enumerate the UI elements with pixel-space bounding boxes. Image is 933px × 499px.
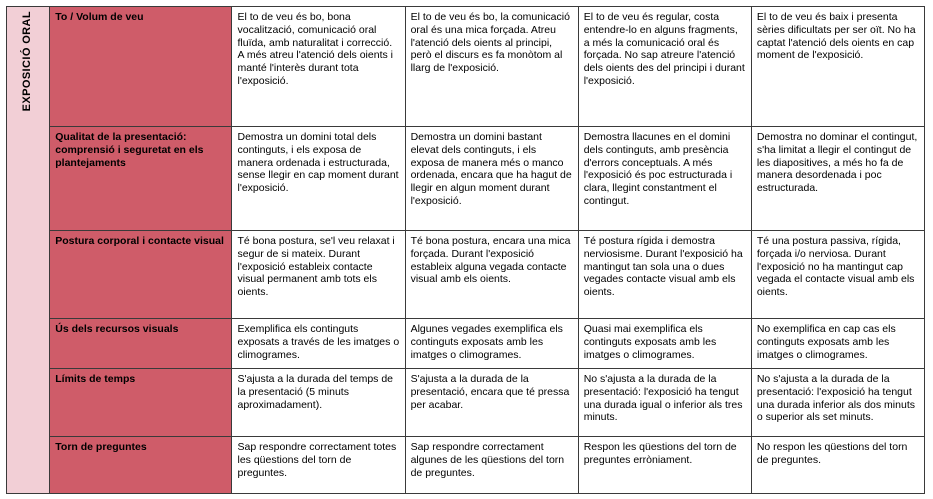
level-cell-1: Sap respondre correctament totes les qüestions del torn de preguntes.	[232, 437, 405, 494]
level-cell-3: Demostra llacunes en el domini dels continguts, amb presència d'errors conceptuals. A més l'exposició és poc estructurada i clara, llegint constantment el contingut.	[578, 127, 751, 231]
level-cell-2: El to de veu és bo, la comunicació oral és una mica forçada. Atreu l'atenció dels oients al principi, però el discurs es fa monòtom al llarg de l'exposició.	[405, 7, 578, 127]
table-row	[7, 127, 925, 231]
table-row	[7, 369, 925, 437]
level-cell-4: Té una postura passiva, rígida, forçada i/o nerviosa. Durant l'exposició no ha mantingut cap vegada el contacte visual amb els oients.	[751, 231, 924, 319]
level-cell-4: El to de veu és baix i presenta sèries dificultats per ser oït. No ha captat l'atenció dels oients en cap moment de l'exposició.	[751, 7, 924, 127]
table-row	[7, 231, 925, 319]
level-cell-3: Té postura rígida i demostra nerviosisme. Durant l'exposició ha mantingut tan sola una o dues vegades contacte visual amb els oients.	[578, 231, 751, 319]
level-cell-2: S'ajusta a la durada de la presentació, encara que té pressa per acabar.	[405, 369, 578, 437]
table-row	[7, 437, 925, 494]
table-row	[7, 7, 925, 127]
level-cell-4: No exemplifica en cap cas els continguts exposats amb les imatges o climogrames.	[751, 319, 924, 369]
criterion-cell: Qualitat de la presentació: comprensió i seguretat en els plantejaments	[50, 127, 232, 231]
level-cell-2: Demostra un domini bastant elevat dels continguts, i els exposa de manera més o manco ordenada, encara que ha hagut de llegir en algun moment durant l'exposició.	[405, 127, 578, 231]
rubric-axis-label: EXPOSICIÓ ORAL	[21, 11, 34, 112]
level-cell-2: Algunes vegades exemplifica els continguts exposats amb les imatges o climogrames.	[405, 319, 578, 369]
level-cell-3: Respon les qüestions del torn de preguntes erròniament.	[578, 437, 751, 494]
level-cell-1: Té bona postura, se'l veu relaxat i segur de si mateix. Durant l'exposició estableix contacte visual permanent amb tots els oients.	[232, 231, 405, 319]
criterion-cell: Límits de temps	[50, 369, 232, 437]
level-cell-1: Demostra un domini total dels continguts, i els exposa de manera ordenada i estructurada, sense llegir en cap moment durant l'exposició.	[232, 127, 405, 231]
criterion-cell: Ús dels recursos visuals	[50, 319, 232, 369]
level-cell-2: Té bona postura, encara una mica forçada. Durant l'exposició estableix alguna vegada contacte visual amb els oients.	[405, 231, 578, 319]
level-cell-3: Quasi mai exemplifica els continguts exposats amb les imatges o climogrames.	[578, 319, 751, 369]
evaluation-rubric-table	[6, 6, 925, 494]
level-cell-4: No s'ajusta a la durada de la presentació: l'exposició ha tengut una durada inferior als dos minuts o superior als set minuts.	[751, 369, 924, 437]
level-cell-1: S'ajusta a la durada del temps de la presentació (5 minuts aproximadament).	[232, 369, 405, 437]
level-cell-2: Sap respondre correctament algunes de les qüestions del torn de preguntes.	[405, 437, 578, 494]
criterion-cell: Postura corporal i contacte visual	[50, 231, 232, 319]
level-cell-1: El to de veu és bo, bona vocalització, comunicació oral fluïda, amb naturalitat i correcció. A més atreu l'atenció dels oients i manté l'interès durant tota l'exposició.	[232, 7, 405, 127]
level-cell-1: Exemplifica els continguts exposats a través de les imatges o climogrames.	[232, 319, 405, 369]
table-row	[7, 319, 925, 369]
level-cell-3: No s'ajusta a la durada de la presentació: l'exposició ha tengut una durada igual o inferior als tres minuts.	[578, 369, 751, 437]
level-cell-3: El to de veu és regular, costa entendre-lo en alguns fragments, a més la comunicació oral és forçada. No sap atreure l'atenció dels oients des del principi i durant l'exposició.	[578, 7, 751, 127]
level-cell-4: No respon les qüestions del torn de preguntes.	[751, 437, 924, 494]
rubric-axis-header	[7, 7, 50, 494]
criterion-cell: To / Volum de veu	[50, 7, 232, 127]
criterion-cell: Torn de preguntes	[50, 437, 232, 494]
level-cell-4: Demostra no dominar el contingut, s'ha limitat a llegir el contingut de les diapositives, a més ho fa de manera desordenada i poc estructurada.	[751, 127, 924, 231]
